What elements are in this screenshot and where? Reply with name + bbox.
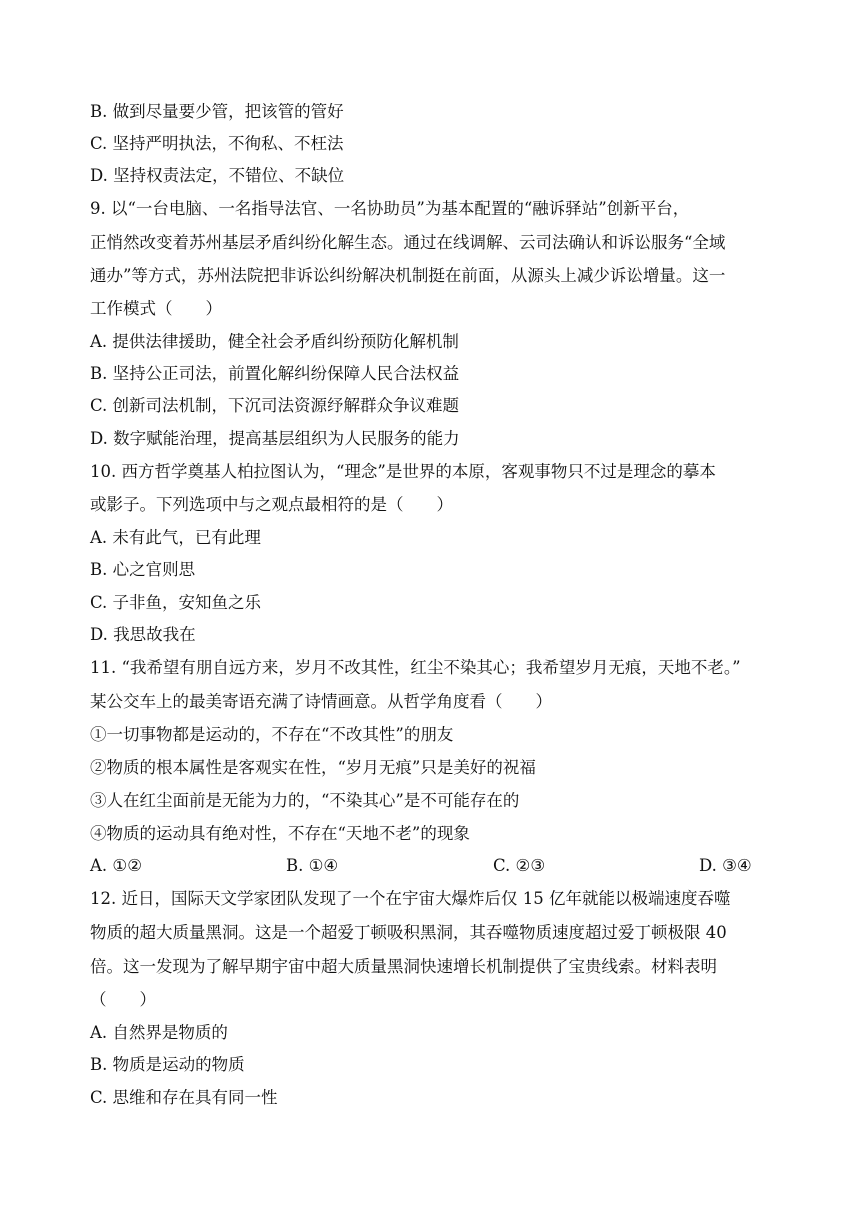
q8-option-c: C. 坚持严明执法，不徇私、不枉法: [90, 134, 344, 153]
q10-stem-line-2: 或影子。下列选项中与之观点最相符的是（ ）: [90, 495, 453, 514]
q9-option-c: C. 创新司法机制，下沉司法资源纾解群众争议难题: [90, 396, 460, 415]
q10-option-b: B. 心之官则思: [90, 560, 196, 579]
q12-stem-line-1: 12. 近日，国际天文学家团队发现了一个在宇宙大爆炸后仅 15 亿年就能以极端速度吞噬: [90, 889, 731, 908]
q11-statement-1: ①一切事物都是运动的，不存在“不改其性”的朋友: [90, 725, 454, 744]
q8-option-b: B. 做到尽量要少管，把该管的管好: [90, 102, 344, 121]
q11-statement-2: ②物质的根本属性是客观实在性，“岁月无痕”只是美好的祝福: [90, 758, 536, 777]
q10-option-d: D. 我思故我在: [90, 625, 196, 644]
q10-stem-line-1: 10. 西方哲学奠基人柏拉图认为，“理念”是世界的本原，客观事物只不过是理念的摹本: [90, 462, 716, 481]
q9-option-d: D. 数字赋能治理，提高基层组织为人民服务的能力: [90, 429, 460, 448]
q11-stem-line-1: 11. “我希望有朋自远方来，岁月不改其性，红尘不染其心；我希望岁月无痕，天地不老。”: [90, 658, 741, 677]
q12-option-b: B. 物质是运动的物质: [90, 1055, 245, 1074]
q8-option-d: D. 坚持权责法定，不错位、不缺位: [90, 166, 345, 185]
q9-option-a: A. 提供法律援助，健全社会矛盾纠纷预防化解机制: [90, 332, 459, 351]
q11-choice-d: D. ③④: [699, 856, 752, 875]
q12-stem-line-2: 物质的超大质量黑洞。这是一个超爱丁顿吸积黑洞，其吞噬物质速度超过爱丁顿极限 40: [90, 923, 727, 942]
q12-option-a: A. 自然界是物质的: [90, 1023, 228, 1042]
q11-statement-4: ④物质的运动具有绝对性，不存在“天地不老”的现象: [90, 824, 470, 843]
q10-option-a: A. 未有此气，已有此理: [90, 528, 261, 547]
q12-stem-line-4: （ ）: [90, 990, 156, 1009]
q12-option-c: C. 思维和存在具有同一性: [90, 1088, 278, 1107]
q9-option-b: B. 坚持公正司法，前置化解纠纷保障人民合法权益: [90, 364, 460, 383]
q11-choice-a: A. ①②: [90, 856, 142, 875]
q10-option-c: C. 子非鱼，安知鱼之乐: [90, 593, 262, 612]
q9-stem-line-3: 通办”等方式，苏州法院把非诉讼纠纷解决机制挺在前面，从源头上减少诉讼增量。这一: [90, 266, 726, 285]
q11-choice-b: B. ①④: [286, 856, 339, 875]
q11-stem-line-2: 某公交车上的最美寄语充满了诗情画意。从哲学角度看（ ）: [90, 692, 552, 711]
q11-choice-c: C. ②③: [493, 856, 546, 875]
q12-stem-line-3: 倍。这一发现为了解早期宇宙中超大质量黑洞快速增长机制提供了宝贵线索。材料表明: [90, 957, 717, 976]
q9-stem-line-1: 9. 以“一台电脑、一名指导法官、一名协助员”为基本配置的“融诉驿站”创新平台，: [90, 199, 690, 218]
q9-stem-line-2: 正悄然改变着苏州基层矛盾纠纷化解生态。通过在线调解、云司法确认和诉讼服务“全域: [90, 233, 726, 252]
q11-statement-3: ③人在红尘面前是无能为力的，“不染其心”是不可能存在的: [90, 791, 520, 810]
q9-stem-line-4: 工作模式（ ）: [90, 299, 222, 318]
